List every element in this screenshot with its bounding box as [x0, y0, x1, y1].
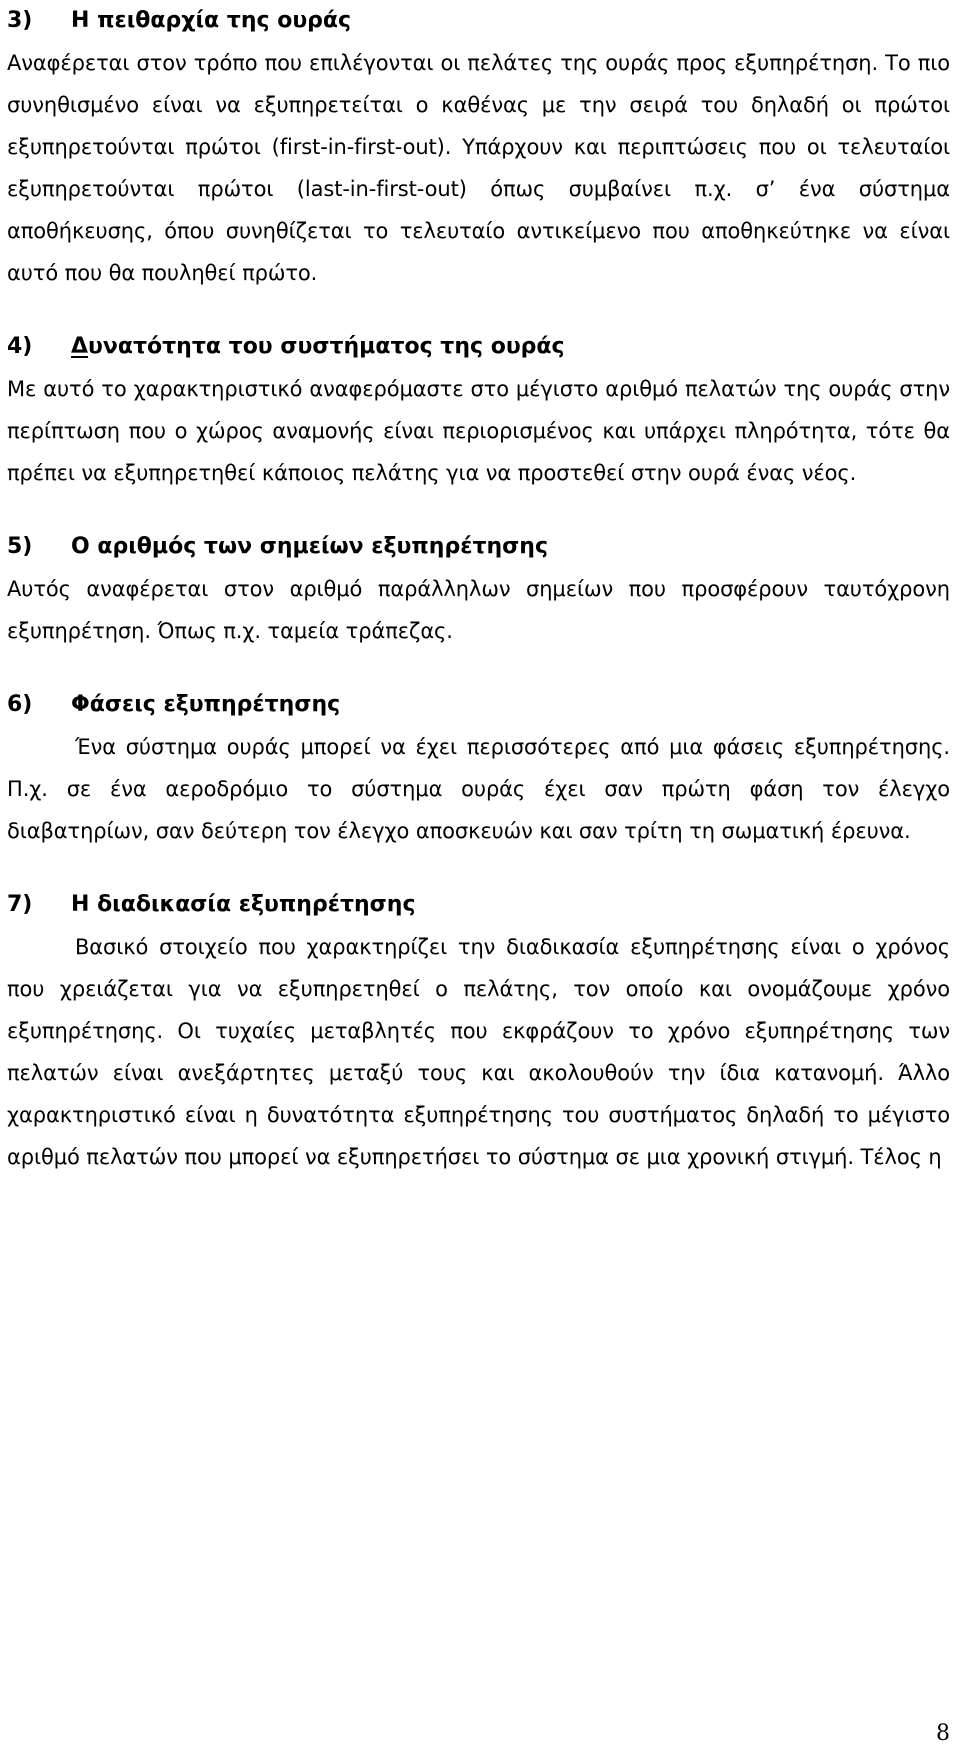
section-5-number: 5) [7, 534, 33, 559]
page-number: 8 [936, 1721, 950, 1746]
section-6-paragraph: Ένα σύστημα ουράς μπορεί να έχει περισσότερες από μια φάσεις εξυπηρέτησης. Π.χ. σε ένα αεροδρόμιο το σύστημα ουράς έχει σαν πρώτη φάση τον έλεγχο διαβατηρίων, σαν δεύτερη τον έλεγχο αποσκευών και σαν τρίτη τη σωματική έρευνα. [7, 735, 950, 843]
section-4-heading [7, 326, 950, 368]
section-4 [7, 326, 950, 494]
section-7-number: 7) [7, 892, 33, 917]
document-page [7, 0, 950, 1178]
section-3 [7, 0, 950, 294]
section-5-heading [7, 526, 950, 568]
section-6-number: 6) [7, 692, 33, 717]
section-4-title-rest: υνατότητα του συστήματος της ουράς [88, 334, 565, 359]
section-3-paragraph: Αναφέρεται στον τρόπο που επιλέγονται οι πελάτες της ουράς προς εξυπηρέτηση. Το πιο συνηθισμένο είναι να εξυπηρετείται ο καθένας με την σειρά του δηλαδή οι πρώτοι εξυπηρετούνται πρώτοι (first-in-first-out). Υπάρχουν και περιπτώσεις που οι τελευταίοι εξυπηρετούνται πρώτοι (last-in-first-out) όπως συμβαίνει π.χ. σ’ ένα σύστημα αποθήκευσης, όπου συνηθίζεται το τελευταίο αντικείμενο που αποθηκεύτηκε να είναι αυτό που θα πουληθεί πρώτο. [7, 51, 950, 285]
section-5-title: Ο αριθμός των σημείων εξυπηρέτησης [71, 534, 548, 559]
section-4-paragraph: Με αυτό το χαρακτηριστικό αναφερόμαστε στο μέγιστο αριθμό πελατών της ουράς στην περίπτωση που ο χώρος αναμονής είναι περιορισμένος και υπάρχει πληρότητα, τότε θα πρέπει να εξυπηρετηθεί κάποιος πελάτης για να προστεθεί στην ουρά ένας νέος. [7, 377, 950, 485]
section-3-number: 3) [7, 8, 33, 33]
section-6-title: Φάσεις εξυπηρέτησης [71, 692, 341, 717]
section-7-heading [7, 884, 950, 926]
section-7 [7, 884, 950, 1178]
section-6 [7, 684, 950, 852]
section-5 [7, 526, 950, 652]
section-7-title: Η διαδικασία εξυπηρέτησης [71, 892, 416, 917]
section-3-title: Η πειθαρχία της ουράς [71, 8, 352, 33]
section-5-paragraph: Αυτός αναφέρεται στον αριθμό παράλληλων σημείων που προσφέρουν ταυτόχρονη εξυπηρέτηση. Όπως π.χ. ταμεία τράπεζας. [7, 577, 950, 643]
section-7-paragraph: Βασικό στοιχείο που χαρακτηρίζει την διαδικασία εξυπηρέτησης είναι ο χρόνος που χρειάζεται για να εξυπηρετηθεί ο πελάτης, τον οποίο και ονομάζουμε χρόνο εξυπηρέτησης. Οι τυχαίες μεταβλητές που εκφράζουν το χρόνο εξυπηρέτησης των πελατών είναι ανεξάρτητες μεταξύ τους και ακολουθούν την ίδια κατανομή. Άλλο χαρακτηριστικό είναι η δυνατότητα εξυπηρέτησης του συστήματος δηλαδή το μέγιστο αριθμό πελατών που μπορεί να εξυπηρετήσει το σύστημα σε μια χρονική στιγμή. Τέλος η [7, 935, 950, 1169]
section-4-title-first-letter: Δ [71, 334, 89, 359]
section-3-heading [7, 0, 950, 42]
section-6-heading [7, 684, 950, 726]
section-4-number: 4) [7, 334, 33, 359]
